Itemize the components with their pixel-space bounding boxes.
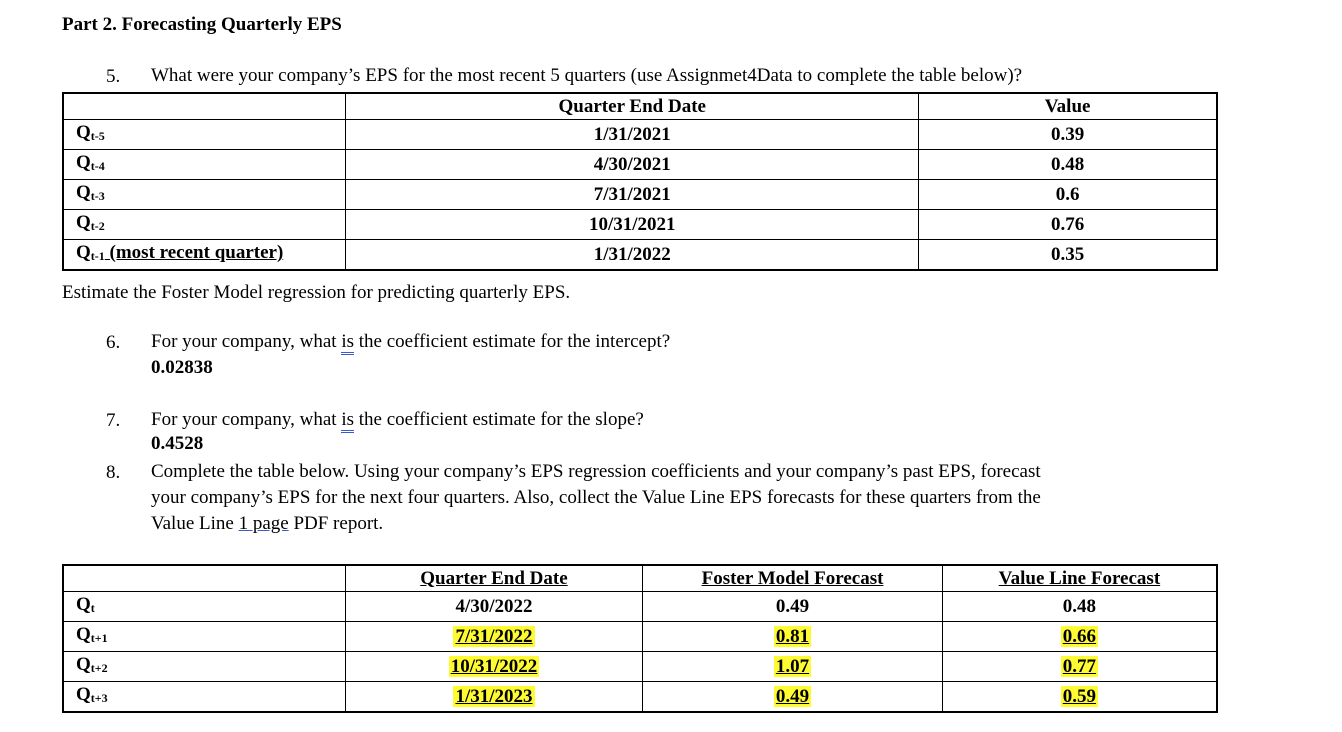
table-header-row: [63, 93, 1217, 120]
question-5-number: 5.: [106, 66, 121, 87]
table-row: [63, 180, 1217, 210]
row-foster: 0.81: [643, 622, 943, 652]
row-date: 7/31/2022: [345, 622, 643, 652]
header-empty-cell: [63, 565, 345, 592]
row-valueline: 0.66: [942, 622, 1217, 652]
row-value: 0.39: [919, 120, 1217, 150]
row-foster: 0.49: [643, 682, 943, 713]
row-valueline: 0.59: [942, 682, 1217, 713]
row-label: $Q_t$: [63, 592, 345, 622]
row-valueline: 0.48: [942, 592, 1217, 622]
row-value: 0.6: [919, 180, 1217, 210]
row-label: $Q_{t+1}$: [63, 622, 345, 652]
row-date: 10/31/2021: [346, 210, 919, 240]
header-value: Value: [919, 93, 1217, 120]
question-6-number: 6.: [106, 332, 121, 353]
question-8-line-2: your company’s EPS for the next four quarters. Also, collect the Value Line EPS forecasts for these quarters from the: [151, 487, 1041, 508]
question-8-number: 8.: [106, 462, 121, 483]
value-line-link[interactable]: 1 page: [238, 513, 289, 534]
row-value: 0.76: [919, 210, 1217, 240]
row-value: 0.48: [919, 150, 1217, 180]
table-row: [63, 652, 1217, 682]
row-label: $Q_{t-4}$: [63, 150, 346, 180]
question-8-line-1: Complete the table below. Using your company’s EPS regression coefficients and your company’s past EPS, forecast: [151, 461, 1041, 482]
estimate-instruction: Estimate the Foster Model regression for predicting quarterly EPS.: [62, 282, 571, 303]
row-label: $Q_{t-1}$ (most recent quarter): [63, 240, 346, 271]
row-label: $Q_{t+3}$: [63, 682, 345, 713]
row-valueline: 0.77: [942, 652, 1217, 682]
row-date: 4/30/2022: [345, 592, 643, 622]
header-quarter-end-date: Quarter End Date: [345, 565, 643, 592]
question-5-text: What were your company’s EPS for the most recent 5 quarters (use Assignmet4Data to complete the table below)?: [151, 65, 1023, 86]
row-label: $Q_{t+2}$: [63, 652, 345, 682]
row-label: $Q_{t-2}$: [63, 210, 346, 240]
table-row: [63, 240, 1217, 271]
forecast-table: [62, 564, 1218, 713]
table-row: [63, 622, 1217, 652]
table-row: [63, 592, 1217, 622]
row-date: 4/30/2021: [346, 150, 919, 180]
question-7-number: 7.: [106, 410, 121, 431]
question-6-text: For your company, what is the coefficient estimate for the intercept?: [151, 329, 670, 355]
table-row: [63, 120, 1217, 150]
row-date: 10/31/2022: [345, 652, 643, 682]
section-heading: Part 2. Forecasting Quarterly EPS: [62, 14, 342, 35]
header-foster-model-forecast: Foster Model Forecast: [643, 565, 943, 592]
row-date: 1/31/2022: [346, 240, 919, 271]
row-foster: 1.07: [643, 652, 943, 682]
table-row: [63, 150, 1217, 180]
table-row: [63, 682, 1217, 713]
header-value-line-forecast: Value Line Forecast: [942, 565, 1217, 592]
row-foster: 0.49: [643, 592, 943, 622]
row-date: 7/31/2021: [346, 180, 919, 210]
header-quarter-end-date: Quarter End Date: [346, 93, 919, 120]
row-date: 1/31/2021: [346, 120, 919, 150]
eps-history-table: [62, 92, 1218, 271]
question-7-answer: 0.4528: [151, 433, 204, 454]
table-header-row: [63, 565, 1217, 592]
row-label: $Q_{t-3}$: [63, 180, 346, 210]
question-6-answer: 0.02838: [151, 357, 213, 378]
row-value: 0.35: [919, 240, 1217, 271]
question-8-line-3: Value Line 1 page PDF report.: [151, 513, 384, 534]
header-empty-cell: [63, 93, 346, 120]
table-row: [63, 210, 1217, 240]
question-7-text: For your company, what is the coefficient estimate for the slope?: [151, 407, 644, 433]
row-date: 1/31/2023: [345, 682, 643, 713]
row-label: $Q_{t-5}$: [63, 120, 346, 150]
